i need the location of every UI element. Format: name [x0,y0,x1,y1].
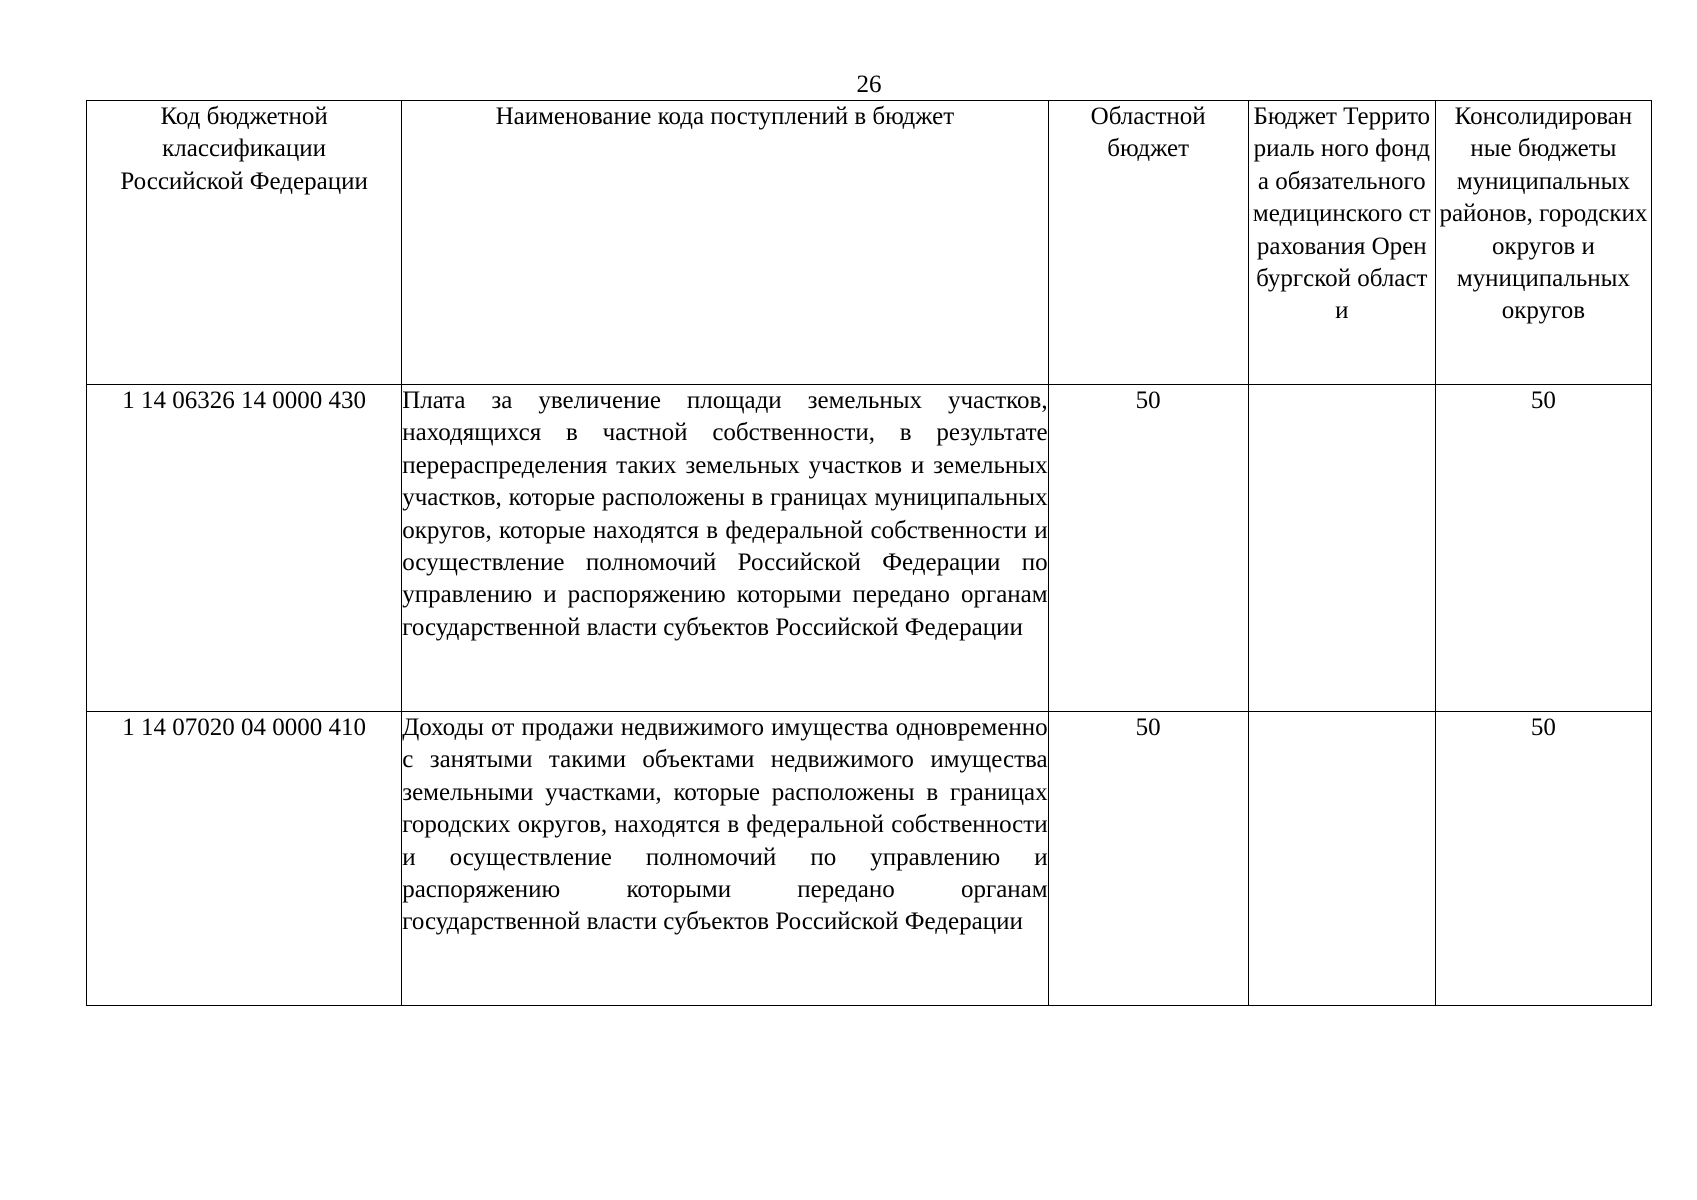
row-tfoms-value [1248,385,1435,712]
row-municipal-value: 50 [1435,712,1651,1006]
header-tfoms [1248,101,1435,385]
header-tfoms-label: Бюджет Территориаль ного фонда обязательного медицинского страхования Оренбургской области [1252,103,1431,325]
table-row [87,385,1652,712]
row-tfoms-value [1248,712,1435,1006]
page-number: 26 [856,71,882,98]
header-code [87,101,402,385]
row-regional-value: 50 [1048,385,1248,712]
header-regional-label: Областной бюджет [1090,103,1206,163]
header-municipal [1435,101,1651,385]
header-name [402,101,1048,385]
header-municipal-label: Консолидирован ные бюджеты муниципальных районов, городских округов и муниципальных округов [1439,103,1648,325]
table-header-row [87,101,1652,385]
row-code: 1 14 06326 14 0000 430 [87,385,402,712]
row-name: Доходы от продажи недвижимого имущества одновременно с занятыми такими объектами недвижимого имущества земельными участками, которые расположены в границах городских округов, находятся в федеральной собственности и осуществление полномочий по управлению и распоряжению которыми передано органам государственной власти субъектов Российской Федерации [402,712,1048,1006]
row-regional-value: 50 [1048,712,1248,1006]
header-name-label: Наименование кода поступлений в бюджет [495,103,955,130]
row-code: 1 14 07020 04 0000 410 [87,712,402,1006]
header-code-label: Код бюджетной классификации Российской Федерации [120,103,368,195]
header-regional [1048,101,1248,385]
budget-revenue-table [86,100,1652,1006]
row-municipal-value: 50 [1435,385,1651,712]
table-row [87,712,1652,1006]
row-name: Плата за увеличение площади земельных участков, находящихся в частной собственности, в результате перераспределения таких земельных участков и земельных участков, которые расположены в границах муниципальных округов, которые находятся в федеральной собственности и осуществление полномочий Российской Федерации по управлению и распоряжению которыми передано органам государственной власти субъектов Российской Федерации [402,385,1048,712]
